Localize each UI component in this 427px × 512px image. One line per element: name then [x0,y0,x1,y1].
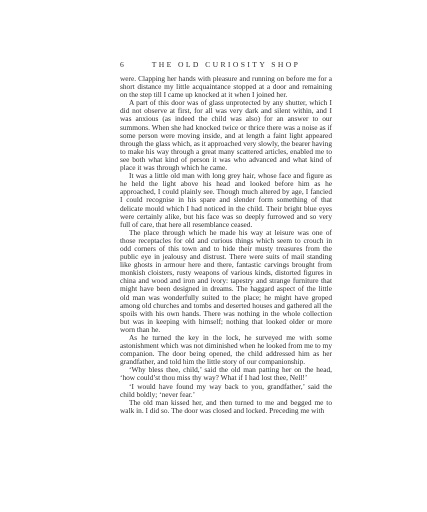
paragraph-continuation: were. Clapping her hands with pleasure and running on before me for a short distance my little acquaintance stopped at a door and remaining on the step till I came up knocked at it when I joined her. [120,74,332,100]
running-title: THE OLD CURIOSITY SHOP [151,60,301,69]
page-number: 6 [120,60,124,69]
paragraph-dialogue-child: ‘I would have found my way back to you, grandfather,’ said the child boldly; ‘never fear.’ [120,381,332,399]
paragraph-key-in-lock: As he turned the key in the lock, he surveyed me with some astonishment which was not diminished when he looked from me to my companion. The door being opened, the child addressed him as her grandfather, and told him the little story of our companionship. [120,333,332,367]
paragraph-walk-in: The old man kissed her, and then turned to me and begged me to walk in. I did so. The door was closed and locked. Preceding me with [120,397,332,415]
paragraph-glass-door: A part of this door was of glass unprotected by any shutter, which I did not observe at first, for all was very dark and silent within, and I was anxious (as indeed the child was also) for an answer to our summons. When she had knocked twice or thrice there was a noise as if some person were moving inside, and at length a faint light appeared through the glass which, as it approached very slowly, the bearer having to make his way through a great many scattered articles, enabled me to see both what kind of person it was who advanced and what kind of place it was through which he came. [120,98,332,173]
paragraph-old-man: It was a little old man with long grey hair, whose face and figure as he held the light above his head and looked before him as he approached, I could plainly see. Though much altered by age, I fancied I could recognise in his spare and slender form something of that delicate mould which I had noticed in the child. Their bright blue eyes were certainly alike, but his face was so deeply furrowed and so very full of care, that here all resemblance ceased. [120,171,332,229]
running-head [120,59,332,71]
body-text [120,75,332,415]
paragraph-dialogue-grandfather: ‘Why bless thee, child,’ said the old man patting her on the head, ‘how could’st thou miss thy way? What if I had lost thee, Nell!’ [120,365,332,383]
paragraph-curiosity-shop: The place through which he made his way at leisure was one of those receptacles for old and curious things which seem to crouch in odd corners of this town and to hide their musty treasures from the public eye in jealousy and distrust. There were suits of mail standing like ghosts in armour here and there, fantastic carvings brought from monkish cloisters, rusty weapons of various kinds, distorted figures in china and wood and iron and ivory: tapestry and strange furniture that might have been designed in dreams. The haggard aspect of the little old man was wonderfully suited to the place; he might have groped among old churches and tombs and deserted houses and gathered all the spoils with his own hands. There was nothing in the whole collection but was in keeping with himself; nothing that looked older or more worn than he. [120,227,332,334]
